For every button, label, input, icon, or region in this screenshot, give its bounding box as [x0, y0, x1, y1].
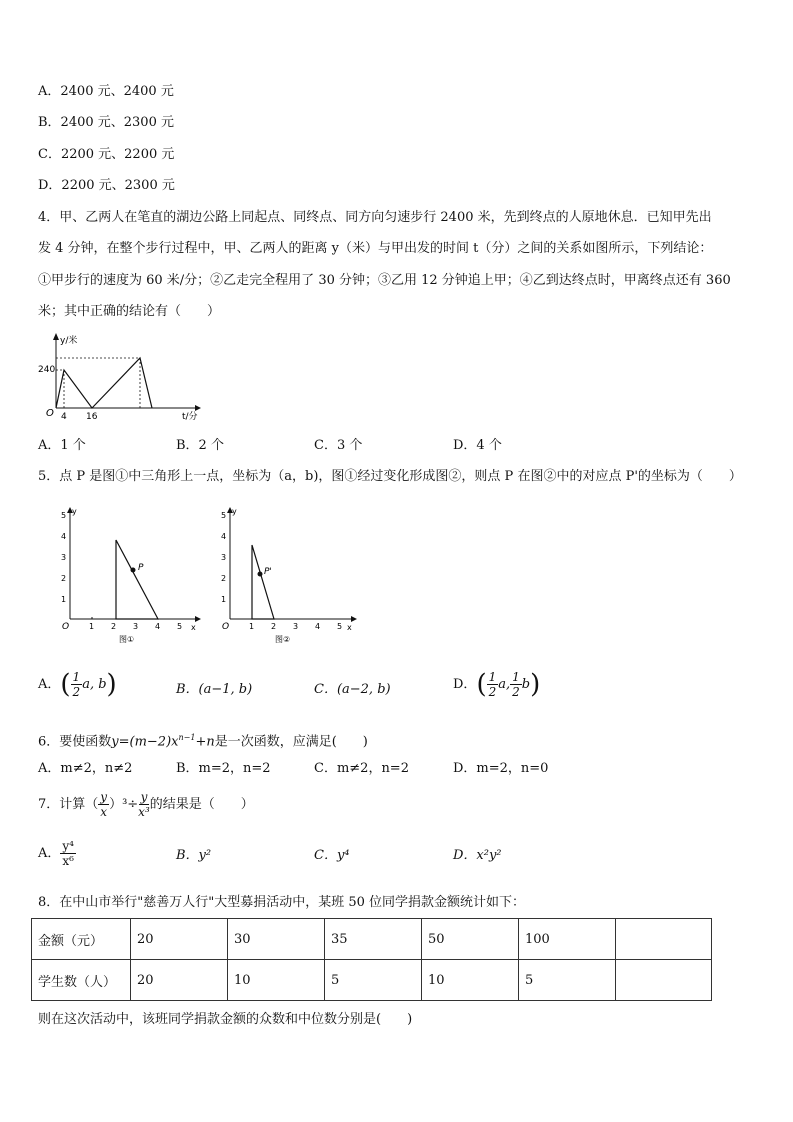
fig2-y-tick-1: 1 — [221, 595, 227, 604]
table-cell: 50 — [422, 919, 519, 960]
fig1-y-tick-4: 4 — [61, 532, 67, 541]
fig2-x-label: x — [347, 623, 352, 632]
q5-option-a-label: A． — [38, 677, 61, 692]
q5-option-d-fraction-1 — [487, 670, 499, 699]
q4-graph-y-label: y/米 — [60, 336, 78, 346]
q7-fraction-1-denominator: x — [100, 805, 108, 819]
q3-option-d: D．2200 元、2300 元 — [38, 178, 175, 193]
q6-option-d: D．m=2，n=0 — [453, 761, 549, 776]
q7-fraction-1-numerator: y — [100, 790, 108, 804]
q4-stem-line4: 米；其中正确的结论有（ ） — [38, 304, 221, 319]
table-cell: 5 — [325, 960, 422, 1001]
q3-option-c: C．2200 元、2200 元 — [38, 147, 175, 162]
fig1-caption: 图① — [119, 635, 135, 644]
fig2-y-tick-3: 3 — [221, 553, 227, 562]
fig2-origin: O — [222, 622, 230, 632]
table-cell: 金额（元） — [32, 919, 131, 960]
fig1-y-tick-2: 2 — [61, 574, 67, 583]
table-cell: 35 — [325, 919, 422, 960]
table-cell: 30 — [228, 919, 325, 960]
table-cell: 10 — [422, 960, 519, 1001]
fig2-y-label: y — [232, 507, 237, 516]
q4-option-c: C．3 个 — [314, 438, 363, 453]
fig1-point-label: P — [138, 563, 144, 573]
fig2-y-tick-2: 2 — [221, 574, 227, 583]
q7-option-a-fraction — [60, 839, 76, 868]
q5-option-d-numerator-1: 1 — [488, 670, 497, 684]
fig2-point-label: P' — [264, 567, 272, 577]
q5-option-d-denominator-1: 2 — [488, 685, 497, 699]
q4-graph-origin: O — [46, 408, 54, 419]
table-row — [32, 960, 712, 1001]
q5-option-d-numerator-2: 1 — [512, 670, 520, 684]
table-cell — [616, 960, 712, 1001]
table-cell: 20 — [131, 919, 228, 960]
q7-stem-pre: 7．计算（ — [38, 797, 99, 812]
q7-option-a — [38, 838, 76, 870]
q5-option-a-numerator: 1 — [72, 670, 81, 684]
q7-option-a-numerator: y⁴ — [62, 839, 74, 853]
fig2-x-tick-4: 4 — [315, 622, 321, 631]
fig2-x-tick-1: 1 — [249, 622, 255, 631]
fig1-y-label: y — [72, 507, 77, 516]
fig1-y-tick-1: 1 — [61, 595, 67, 604]
fig2-caption: 图② — [275, 635, 291, 644]
table-row — [32, 919, 712, 960]
q7-fraction-2-denominator: x³ — [138, 805, 150, 819]
fig1-y-tick-3: 3 — [61, 553, 67, 562]
table-cell: 10 — [228, 960, 325, 1001]
fig2-y-tick-5: 5 — [221, 511, 227, 520]
q7-fraction-1 — [98, 790, 109, 819]
q3-option-a: A．2400 元、2400 元 — [38, 84, 174, 99]
q5-option-a-rest: a, b — [82, 677, 107, 692]
fig2-x-tick-5: 5 — [337, 622, 343, 631]
q8-donation-table — [31, 918, 712, 1001]
fig2-x-tick-2: 2 — [271, 622, 277, 631]
q5-option-a-denominator: 2 — [72, 685, 81, 699]
q5-option-a-fraction — [71, 670, 83, 699]
q5-option-d: D．( $\frac{1}{2}$ a, $\frac{1}{2}$ b) — [453, 669, 541, 700]
table-cell: 20 — [131, 960, 228, 1001]
q7-option-a-label: A． — [38, 846, 61, 861]
q4-stem-line3: ①甲步行的速度为 60 米/分；②乙走完全程用了 30 分钟；③乙用 12 分钟追上甲；④乙到达终点时，甲离终点还有 360 — [38, 273, 731, 288]
fig1-x-tick-2: 2 — [111, 622, 117, 631]
q4-graph — [30, 330, 210, 422]
q6-stem-pre: 6．要使函数 — [38, 734, 112, 750]
q5-figure-2 — [215, 505, 360, 647]
q7-option-b: B．y² — [176, 848, 212, 863]
fig2-y-tick-4: 4 — [221, 532, 227, 541]
q4-option-a: A．1 个 — [38, 438, 86, 453]
q4-stem-line2: 发 4 分钟，在整个步行过程中，甲、乙两人的距离 y（米）与甲出发的时间 t（分）之间的关系如图所示，下列结论： — [38, 241, 713, 256]
q4-graph-tick-240: 240 — [38, 365, 56, 375]
q6-exponent: n−1 — [178, 733, 196, 742]
table-cell: 5 — [519, 960, 616, 1001]
q5-option-a: A．( $\frac{1}{2}$ a, b) — [38, 669, 117, 700]
q4-stem-line1: 4．甲、乙两人在笔直的湖边公路上同起点、同终点、同方向匀速步行 2400 米，先到终点的人原地休息．已知甲先出 — [38, 210, 712, 225]
q5-option-c: C．(a−2, b) — [314, 682, 391, 697]
fig1-x-tick-3: 3 — [133, 622, 139, 631]
q6-stem — [38, 729, 368, 751]
q4-graph-tick-16: 16 — [86, 412, 98, 422]
q6-option-a: A．m≠2，n≠2 — [38, 761, 133, 776]
q5-option-d-label: D． — [453, 677, 477, 692]
fig1-y-tick-5: 5 — [61, 511, 67, 520]
q5-option-d-fraction-2 — [510, 670, 522, 699]
fig2-x-tick-3: 3 — [293, 622, 299, 631]
q5-option-d-rest: b — [521, 677, 531, 692]
q7-option-d: D．x²y² — [453, 848, 502, 863]
q4-graph-tick-4: 4 — [61, 412, 67, 422]
q5-option-b: B．(a−1, b) — [176, 682, 253, 697]
q7-fraction-2 — [138, 790, 150, 819]
q6-stem-post: 是一次函数，应满足( ) — [214, 734, 368, 750]
table-cell: 100 — [519, 919, 616, 960]
q5-option-d-mid: a, — [498, 677, 511, 692]
fig1-x-label: x — [191, 623, 196, 632]
q5-option-d-denominator-2: 2 — [512, 685, 520, 699]
fig1-x-tick-1: 1 — [89, 622, 95, 631]
q6-option-c: C．m≠2，n=2 — [314, 761, 409, 776]
q5-figure-1 — [55, 505, 205, 647]
q8-stem: 8．在中山市举行"慈善万人行"大型募捐活动中，某班 50 位同学捐款金额统计如下： — [38, 895, 526, 910]
q6-function-tail: +n — [195, 734, 215, 750]
fig1-x-tick-5: 5 — [177, 622, 183, 631]
q6-option-b: B．m=2，n=2 — [176, 761, 271, 776]
fig1-origin: O — [62, 622, 70, 632]
table-cell — [616, 919, 712, 960]
q7-option-a-denominator: x⁶ — [62, 854, 74, 868]
q6-function: y=(m−2)x — [111, 734, 179, 750]
q7-stem-post: 的结果是（ ） — [149, 797, 254, 812]
q7-option-c: C．y⁴ — [314, 848, 350, 863]
q7-power: ）³÷ — [109, 797, 139, 812]
q5-stem: 5．点 P 是图①中三角形上一点，坐标为（a，b)，图①经过变化形成图②，则点 P 在图②中的对应点 P'的坐标为（ ） — [38, 469, 742, 484]
q8-followup: 则在这次活动中，该班同学捐款金额的众数和中位数分别是( ) — [38, 1012, 413, 1027]
q4-graph-x-label: t/分 — [182, 412, 198, 422]
q7-fraction-2-numerator: y — [140, 790, 148, 804]
q3-option-b: B．2400 元、2300 元 — [38, 115, 174, 130]
q4-option-d: D．4 个 — [453, 438, 502, 453]
q4-option-b: B．2 个 — [176, 438, 224, 453]
q7-stem — [38, 790, 254, 820]
fig1-x-tick-4: 4 — [155, 622, 161, 631]
table-cell: 学生数（人） — [32, 960, 131, 1001]
